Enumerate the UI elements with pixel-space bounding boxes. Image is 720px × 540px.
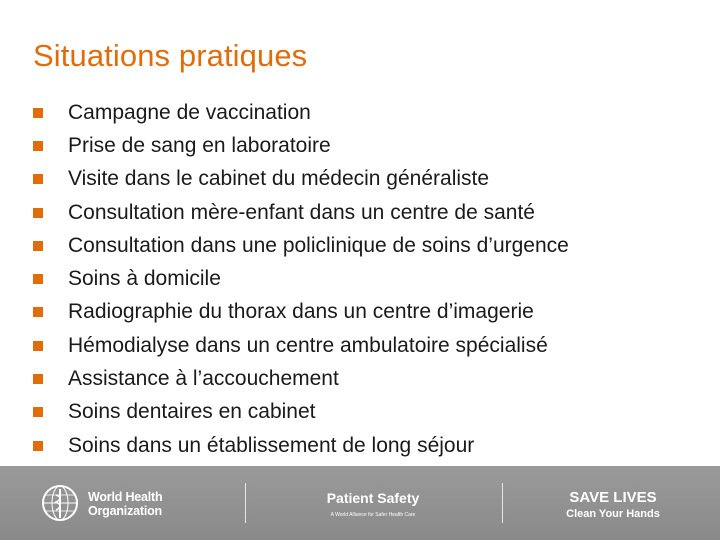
slide-title: Situations pratiques xyxy=(33,38,308,73)
list-item xyxy=(33,362,569,395)
list-item-text: Campagne de vaccination xyxy=(68,100,311,124)
list-item-text: Soins dentaires en cabinet xyxy=(68,400,316,424)
list-item xyxy=(33,229,569,262)
list-item-text: Soins à domicile xyxy=(68,267,221,291)
list-item-text: Consultation mère-enfant dans un centre de santé xyxy=(68,200,535,224)
square-bullet-icon xyxy=(33,307,43,317)
who-logo-line-1: World Health xyxy=(88,490,163,504)
who-emblem-icon xyxy=(40,483,80,523)
square-bullet-icon xyxy=(33,208,43,218)
patient-safety-title: Patient Safety xyxy=(326,490,420,506)
list-item-text: Consultation dans une policlinique de soins d’urgence xyxy=(68,233,569,257)
list-item xyxy=(33,262,569,295)
square-bullet-icon xyxy=(33,108,43,118)
list-item-text: Hémodialyse dans un centre ambulatoire spécialisé xyxy=(68,333,548,357)
patient-safety-tagline: A World Alliance for Safer Health Care xyxy=(330,512,416,518)
square-bullet-icon xyxy=(33,441,43,451)
square-bullet-icon xyxy=(33,274,43,284)
list-item-text: Assistance à l’accouchement xyxy=(68,367,339,391)
who-logo-line-2: Organization xyxy=(88,504,162,518)
list-item xyxy=(33,129,569,162)
list-item xyxy=(33,163,569,196)
footer-banner xyxy=(0,466,720,540)
list-item-text: Soins dans un établissement de long séjour xyxy=(68,433,475,457)
square-bullet-icon xyxy=(33,341,43,351)
who-logo-text xyxy=(88,490,162,518)
list-item xyxy=(33,329,569,362)
square-bullet-icon xyxy=(33,174,43,184)
bullet-list xyxy=(33,96,569,462)
list-item xyxy=(33,196,569,229)
square-bullet-icon xyxy=(33,241,43,251)
list-item xyxy=(33,96,569,129)
list-item xyxy=(33,296,569,329)
list-item xyxy=(33,396,569,429)
square-bullet-icon xyxy=(33,141,43,151)
clean-hands-subtitle: Clean Your Hands xyxy=(566,508,660,520)
list-item-text: Radiographie du thorax dans un centre d’imagerie xyxy=(68,300,534,324)
square-bullet-icon xyxy=(33,407,43,417)
list-item xyxy=(33,429,569,462)
list-item-text: Prise de sang en laboratoire xyxy=(68,133,331,157)
square-bullet-icon xyxy=(33,374,43,384)
footer-divider xyxy=(502,483,503,523)
list-item-text: Visite dans le cabinet du médecin généraliste xyxy=(68,167,490,191)
save-lives-title: SAVE LIVES xyxy=(569,489,657,506)
footer-divider xyxy=(245,483,246,523)
